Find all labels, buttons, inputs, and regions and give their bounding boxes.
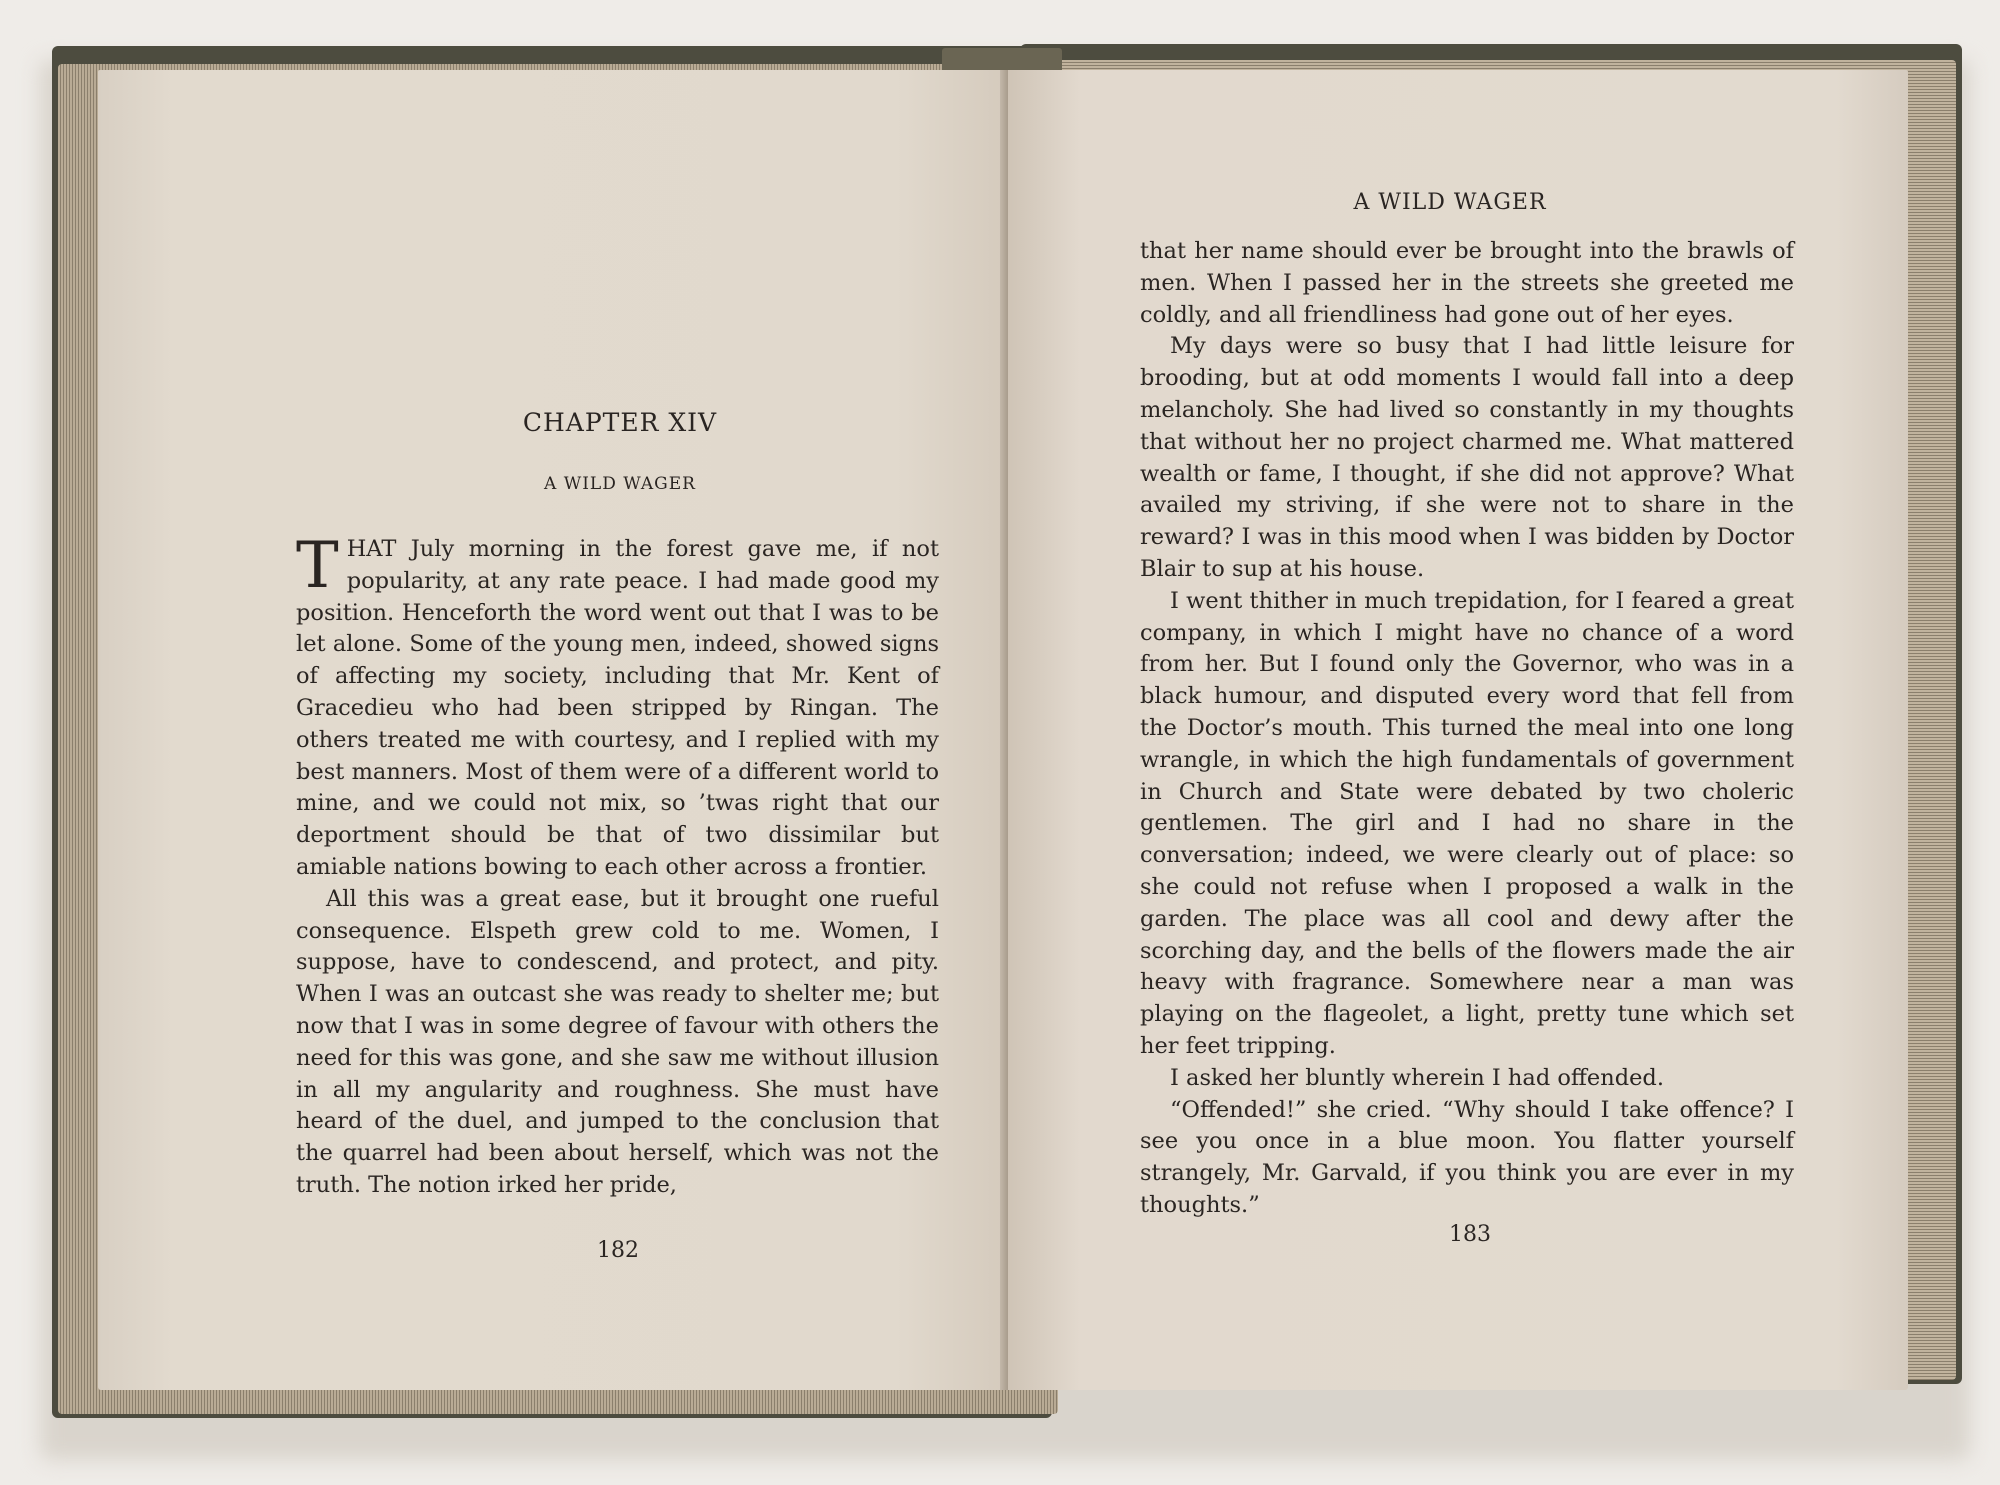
chapter-subtitle: A WILD WAGER [544, 474, 696, 494]
paragraph-1: that her name should ever be brought into the brawls of men. When I passed her in the streets she greeted me coldly, and all friendliness had gone out of her eyes. [1140, 238, 1794, 328]
right-page [1008, 70, 1908, 1390]
page-number-left: 182 [597, 1238, 639, 1263]
first-paragraph-text: HAT July morning in the forest gave me, if not popularity, at any rate peace. I had made good my position. Henceforth the word went out that I was to be let alone. Some of the young men, indeed, showed signs of affecting my society, including that Mr. Kent of Gracedieu who had been stripped by Ringan. The others treated me with courtesy, and I replied with my best manners. Most of them were of a different world to mine, and we could not mix, so ’twas right that our deportment should be that of two dissimilar but amiable nations bowing to each other across a frontier. [296, 536, 939, 880]
left-body-text [296, 529, 939, 1202]
paragraph-5: “Offended!” she cried. “Why should I take offence? I see you once in a blue moon. You flatter yourself strangely, Mr. Garvald, if you think you are ever in my thoughts.” [1140, 1096, 1794, 1218]
second-paragraph: All this was a great ease, but it brought one rueful consequence. Elspeth grew cold to me. Women, I suppose, have to condescend, and protect, and pity. When I was an outcast she was ready to shelter me; but now that I was in some degree of favour with others the need for this was gone, and she saw me without illusion in all my angularity and roughness. She must have heard of the duel, and jumped to the conclusion that the quarrel had been about herself, which was not the truth. The notion irked her pride, [296, 885, 939, 1198]
page-number-right: 183 [1449, 1222, 1491, 1247]
right-body-text [1140, 236, 1794, 1222]
paragraph-2: My days were so busy that I had little leisure for brooding, but at odd moments I would fall into a deep melancholy. She had lived so constantly in my thoughts that without her no project charmed me. What mattered wealth or fame, I thought, if she did not approve? What availed my striving, if she were not to share in the reward? I was in this mood when I was bidden by Doctor Blair to sup at his house. [1140, 333, 1794, 582]
running-head: A WILD WAGER [1353, 190, 1547, 215]
left-page [98, 70, 1038, 1390]
paragraph-3: I went thither in much trepidation, for I feared a great company, in which I might have no chance of a word from her. But I found only the Governor, who was in a black humour, and disputed every word that fell from the Doctor’s mouth. This turned the meal into one long wrangle, in which the high fundamentals of government in Church and State were debated by two choleric gentlemen. The girl and I had no share in the conversation; indeed, we were clearly out of place: so she could not refuse when I proposed a walk in the garden. The place was all cool and dewy after the scorching day, and the bells of the flowers made the air heavy with fragrance. Somewhere near a man was playing on the flageolet, a light, pretty tune which set her feet tripping. [1140, 587, 1794, 1059]
chapter-title: CHAPTER XIV [522, 408, 718, 437]
paragraph-4: I asked her bluntly wherein I had offended. [1170, 1064, 1664, 1091]
drop-cap: T [296, 529, 339, 603]
first-paragraph [296, 529, 939, 884]
